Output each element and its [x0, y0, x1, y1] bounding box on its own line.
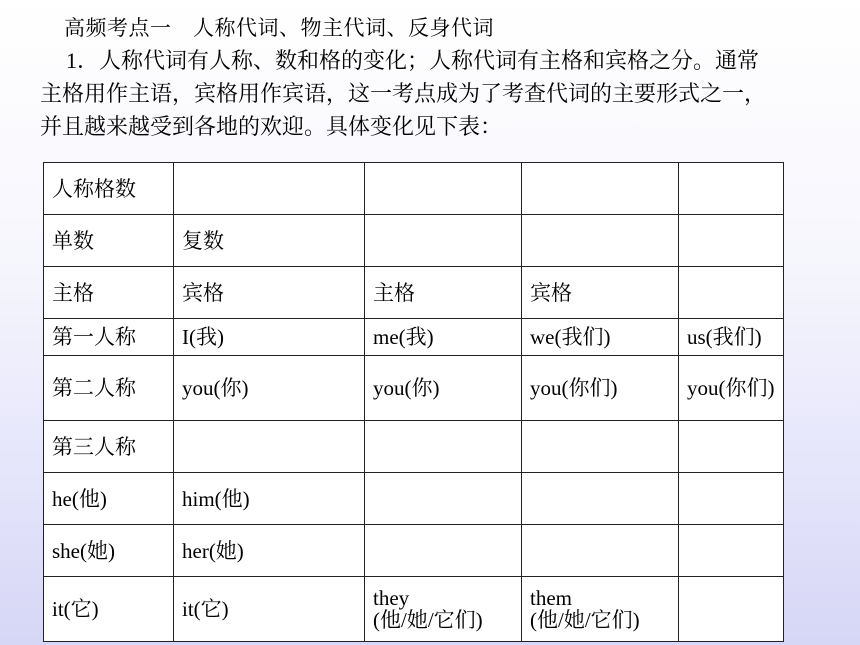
pronoun-table	[43, 162, 784, 642]
table-cell: we(我们)	[522, 319, 679, 356]
table-cell: 第二人称	[44, 356, 174, 421]
table-cell: 第三人称	[44, 421, 174, 473]
paragraph-line: 并且越来越受到各地的欢迎。具体变化见下表：	[40, 114, 503, 139]
table-cell	[679, 215, 784, 267]
table-cell	[679, 421, 784, 473]
table-cell: 宾格	[174, 267, 365, 319]
table-cell: 人称格数	[44, 163, 174, 215]
table-cell	[365, 421, 522, 473]
table-row	[44, 577, 784, 642]
table-cell: he(他)	[44, 473, 174, 525]
table-cell	[679, 267, 784, 319]
table-cell: it(它)	[44, 577, 174, 642]
table-cell: 第一人称	[44, 319, 174, 356]
table-cell: 主格	[44, 267, 174, 319]
table-row	[44, 356, 784, 421]
table-cell	[522, 525, 679, 577]
table-row	[44, 267, 784, 319]
table-cell: they (他/她/它们)	[365, 577, 522, 642]
section-heading: 高频考点一 人称代词、物主代词、反身代词	[64, 16, 494, 40]
table-row	[44, 163, 784, 215]
table-cell	[522, 421, 679, 473]
table-row	[44, 215, 784, 267]
table-cell	[365, 163, 522, 215]
table-cell: her(她)	[174, 525, 365, 577]
table-row	[44, 319, 784, 356]
table-cell	[522, 163, 679, 215]
table-cell: you(你们)	[679, 356, 784, 421]
table-cell: 复数	[174, 215, 365, 267]
table-cell	[174, 163, 365, 215]
table-cell: us(我们)	[679, 319, 784, 356]
table-cell	[365, 215, 522, 267]
table-row	[44, 421, 784, 473]
table-cell	[679, 163, 784, 215]
table-cell	[174, 421, 365, 473]
table-cell	[679, 473, 784, 525]
table-cell	[365, 525, 522, 577]
table-cell: 主格	[365, 267, 522, 319]
table-cell: you(你)	[365, 356, 522, 421]
table-cell: 单数	[44, 215, 174, 267]
table-cell: him(他)	[174, 473, 365, 525]
paragraph-line: 1．人称代词有人称、数和格的变化；人称代词有主格和宾格之分。通常	[66, 48, 760, 73]
table-cell: 宾格	[522, 267, 679, 319]
table-cell: you(你们)	[522, 356, 679, 421]
table-cell: she(她)	[44, 525, 174, 577]
table-cell	[679, 525, 784, 577]
table-cell: it(它)	[174, 577, 365, 642]
table-cell	[679, 577, 784, 642]
table-cell: I(我)	[174, 319, 365, 356]
intro-paragraph	[40, 44, 830, 143]
paragraph-line: 主格用作主语，宾格用作宾语，这一考点成为了考查代词的主要形式之一，	[40, 81, 767, 106]
table-cell: them (他/她/它们)	[522, 577, 679, 642]
table-row	[44, 473, 784, 525]
table-cell	[365, 473, 522, 525]
table-cell: you(你)	[174, 356, 365, 421]
table-cell	[522, 473, 679, 525]
table-cell	[522, 215, 679, 267]
table-cell: me(我)	[365, 319, 522, 356]
table-row	[44, 525, 784, 577]
